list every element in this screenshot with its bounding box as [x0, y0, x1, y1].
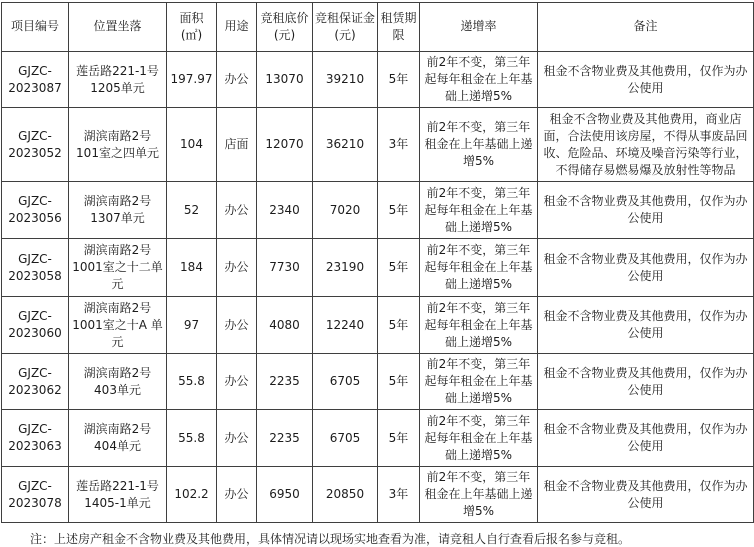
- col-header-deposit: 竞租保证金(元): [313, 3, 378, 52]
- table-row: [2, 410, 754, 467]
- cell-floor-price: 4080: [257, 297, 313, 354]
- cell-remarks: 租金不含物业费及其他费用，仅作为办公使用: [538, 354, 754, 410]
- cell-deposit: 36210: [313, 108, 378, 182]
- cell-project-id: GJZC-2023087: [2, 52, 69, 108]
- truncated-text-line: 注：上述房产租金不含物业费及其他费用，具体情况请以现场实地查看为准，请竞租人自行查看后报名参与竞租。: [30, 532, 631, 547]
- cell-area: 55.8: [167, 354, 217, 410]
- cell-lease-term: 5年: [378, 354, 420, 410]
- cell-remarks: 租金不含物业费及其他费用，仅作为办公使用: [538, 467, 754, 523]
- cell-use: 办公: [217, 410, 257, 467]
- cell-project-id: GJZC-2023078: [2, 467, 69, 523]
- cell-project-id: GJZC-2023052: [2, 108, 69, 182]
- cell-lease-term: 3年: [378, 467, 420, 523]
- cell-project-id: GJZC-2023056: [2, 182, 69, 239]
- cell-lease-term: 5年: [378, 297, 420, 354]
- cell-remarks: 租金不含物业费及其他费用，商业店面，合法使用该房屋，不得从事废品回收、危险品、环境及噪音污染等行业，不得储存易燃易爆及放射性等物品: [538, 108, 754, 182]
- table-body: [2, 52, 754, 523]
- cell-project-id: GJZC-2023063: [2, 410, 69, 467]
- cell-increase-rate: 前2年不变，第三年租金在上年基础上递增5%: [420, 108, 538, 182]
- cell-area: 55.8: [167, 410, 217, 467]
- cell-deposit: 23190: [313, 239, 378, 297]
- cell-increase-rate: 前2年不变，第三年起每年租金在上年基础上递增5%: [420, 297, 538, 354]
- cell-increase-rate: 前2年不变，第三年起每年租金在上年基础上递增5%: [420, 182, 538, 239]
- cell-location: 湖滨南路2号 1001室之十A 单元: [69, 297, 167, 354]
- cell-area: 97: [167, 297, 217, 354]
- cell-floor-price: 6950: [257, 467, 313, 523]
- cell-use: 办公: [217, 52, 257, 108]
- cell-floor-price: 2340: [257, 182, 313, 239]
- cell-deposit: 12240: [313, 297, 378, 354]
- cell-increase-rate: 前2年不变，第三年起每年租金在上年基础上递增5%: [420, 239, 538, 297]
- cell-deposit: 6705: [313, 354, 378, 410]
- cell-deposit: 6705: [313, 410, 378, 467]
- col-header-project-id: 项目编号: [2, 3, 69, 52]
- cell-lease-term: 3年: [378, 108, 420, 182]
- cell-location: 湖滨南路2号 1307单元: [69, 182, 167, 239]
- table-row: [2, 52, 754, 108]
- cell-increase-rate: 前2年不变，第三年租金在上年基础上递增5%: [420, 467, 538, 523]
- cell-remarks: 租金不含物业费及其他费用，仅作为办公使用: [538, 410, 754, 467]
- cell-project-id: GJZC-2023060: [2, 297, 69, 354]
- cell-remarks: 租金不含物业费及其他费用，仅作为办公使用: [538, 52, 754, 108]
- table-row: [2, 297, 754, 354]
- table-row: [2, 239, 754, 297]
- cell-lease-term: 5年: [378, 52, 420, 108]
- col-header-floor-price: 竞租底价(元): [257, 3, 313, 52]
- cell-increase-rate: 前2年不变，第三年起每年租金在上年基础上递增5%: [420, 410, 538, 467]
- table-row: [2, 108, 754, 182]
- cell-use: 店面: [217, 108, 257, 182]
- cell-lease-term: 5年: [378, 410, 420, 467]
- cell-increase-rate: 前2年不变，第三年起每年租金在上年基础上递增5%: [420, 354, 538, 410]
- cell-increase-rate: 前2年不变，第三年起每年租金在上年基础上递增5%: [420, 52, 538, 108]
- col-header-lease-term: 租赁期限: [378, 3, 420, 52]
- cell-location: 湖滨南路2号 403单元: [69, 354, 167, 410]
- cell-floor-price: 7730: [257, 239, 313, 297]
- cell-floor-price: 2235: [257, 410, 313, 467]
- cell-use: 办公: [217, 467, 257, 523]
- col-header-location: 位置坐落: [69, 3, 167, 52]
- cell-use: 办公: [217, 239, 257, 297]
- cell-location: 湖滨南路2号 404单元: [69, 410, 167, 467]
- cell-deposit: 39210: [313, 52, 378, 108]
- col-header-use: 用途: [217, 3, 257, 52]
- cell-deposit: 7020: [313, 182, 378, 239]
- cell-floor-price: 2235: [257, 354, 313, 410]
- cell-lease-term: 5年: [378, 239, 420, 297]
- table-row: [2, 467, 754, 523]
- cell-location: 湖滨南路2号 1001室之十二单元: [69, 239, 167, 297]
- document-page: [0, 2, 754, 547]
- cell-location: 莲岳路221-1号 1405-1单元: [69, 467, 167, 523]
- cell-remarks: 租金不含物业费及其他费用，仅作为办公使用: [538, 239, 754, 297]
- cell-project-id: GJZC-2023062: [2, 354, 69, 410]
- col-header-remarks: 备注: [538, 3, 754, 52]
- cell-lease-term: 5年: [378, 182, 420, 239]
- cell-area: 52: [167, 182, 217, 239]
- cell-area: 184: [167, 239, 217, 297]
- col-header-increase-rate: 递增率: [420, 3, 538, 52]
- cell-use: 办公: [217, 182, 257, 239]
- cell-project-id: GJZC-2023058: [2, 239, 69, 297]
- cell-area: 104: [167, 108, 217, 182]
- cell-area: 102.2: [167, 467, 217, 523]
- table-row: [2, 182, 754, 239]
- cell-floor-price: 13070: [257, 52, 313, 108]
- cell-remarks: 租金不含物业费及其他费用，仅作为办公使用: [538, 297, 754, 354]
- cell-floor-price: 12070: [257, 108, 313, 182]
- cell-use: 办公: [217, 297, 257, 354]
- cell-location: 莲岳路221-1号 1205单元: [69, 52, 167, 108]
- rental-listings-table: [1, 2, 754, 523]
- cell-deposit: 20850: [313, 467, 378, 523]
- table-row: [2, 354, 754, 410]
- cell-location: 湖滨南路2号 101室之四单元: [69, 108, 167, 182]
- cell-remarks: 租金不含物业费及其他费用，仅作为办公使用: [538, 182, 754, 239]
- header-row: [2, 3, 754, 52]
- cell-use: 办公: [217, 354, 257, 410]
- cell-area: 197.97: [167, 52, 217, 108]
- col-header-area: 面积(㎡): [167, 3, 217, 52]
